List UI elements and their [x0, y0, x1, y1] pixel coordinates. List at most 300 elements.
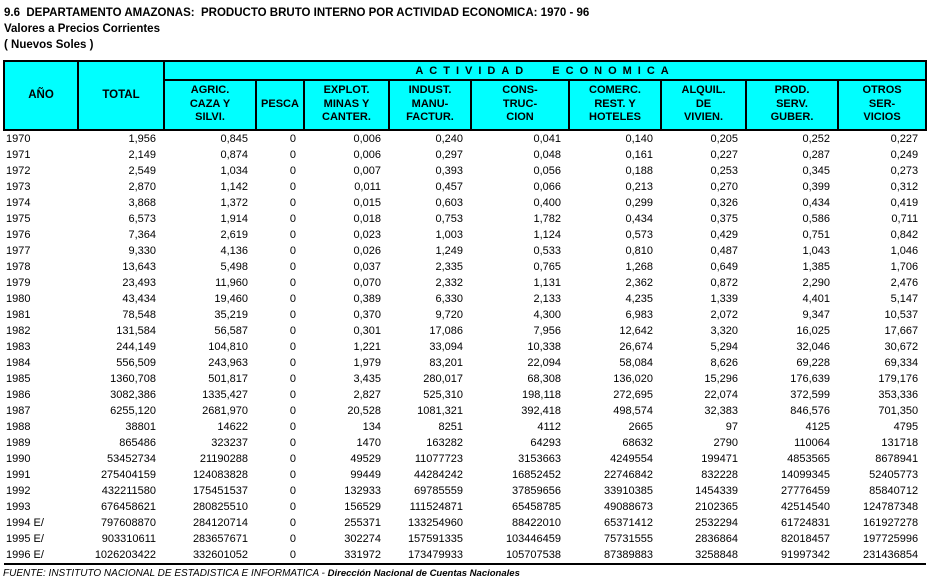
value-cell: 7,956: [533, 324, 561, 337]
value-cell: 2,335: [435, 260, 463, 273]
value-cell: 0: [289, 532, 296, 545]
value-cell: 0,161: [625, 148, 653, 161]
value-cell: 283657671: [192, 532, 248, 545]
column-header-comercio: [569, 80, 661, 130]
value-cell: 284120714: [192, 516, 248, 529]
column-header-minas: [304, 80, 389, 130]
value-cell: 124083828: [192, 468, 248, 481]
value-cell: 2,870: [128, 180, 156, 193]
value-cell: 556,509: [116, 356, 156, 369]
value-cell: 4853565: [787, 452, 830, 465]
table-row: [4, 130, 926, 147]
value-cell: 701,350: [878, 404, 919, 417]
value-cell: 0,287: [802, 148, 830, 161]
value-cell: 2790: [713, 436, 738, 449]
gdp-by-activity-table: [3, 60, 927, 565]
value-cell: 231436854: [838, 547, 926, 564]
value-cell: 0,037: [353, 260, 381, 273]
value-cell: 11077723: [414, 452, 463, 465]
value-cell: 4125: [805, 420, 830, 433]
year-cell: 1993: [6, 500, 31, 513]
value-cell: 132933: [344, 484, 381, 497]
value-cell: 8,626: [710, 356, 738, 369]
value-cell: 32,383: [704, 404, 738, 417]
source-note-direccion: Dirección Nacional de Cuentas Nacionales: [327, 567, 520, 579]
column-header-year: AÑO: [4, 61, 78, 130]
table-row: [4, 211, 926, 227]
column-header-line: CAZA Y: [189, 97, 231, 110]
table-row: [4, 147, 926, 163]
column-header-line: VICIOS: [863, 111, 901, 123]
value-cell: 198,118: [522, 388, 561, 401]
value-cell: 68632: [622, 436, 653, 449]
value-cell: 0: [289, 468, 296, 481]
value-cell: 0: [289, 420, 296, 433]
table-row: [4, 339, 926, 355]
value-cell: 0,205: [710, 132, 738, 145]
column-header-line: MANU-: [411, 97, 449, 110]
table-row: [4, 547, 926, 564]
column-header-otros-servicios: [838, 80, 926, 130]
year-cell: 1980: [6, 292, 31, 305]
page-subtitle-units: ( Nuevos Soles ): [4, 39, 94, 51]
value-cell: 0,312: [890, 180, 919, 193]
value-cell: 83,201: [429, 356, 463, 369]
value-cell: 97: [725, 420, 738, 433]
year-cell: 1989: [6, 436, 31, 449]
value-cell: 0: [289, 452, 296, 465]
table-row: [4, 403, 926, 419]
value-cell: 432211580: [101, 484, 156, 497]
value-cell: 104,810: [208, 340, 248, 353]
value-cell: 0,273: [890, 164, 919, 177]
value-cell: 0: [289, 388, 296, 401]
table-row: [4, 387, 926, 403]
value-cell: 2,827: [353, 388, 381, 401]
value-cell: 19,460: [214, 292, 248, 305]
column-header-manufactura: [389, 80, 471, 130]
value-cell: 0,457: [435, 180, 463, 193]
year-cell: 1985: [6, 372, 31, 385]
table-row: [4, 227, 926, 243]
column-header-line: REST. Y: [594, 97, 636, 110]
column-header-line: SER-: [868, 97, 896, 110]
value-cell: 49529: [350, 452, 381, 465]
column-header-line: AGRIC.: [190, 84, 230, 96]
value-cell: 0: [289, 228, 296, 241]
value-cell: 1335,427: [202, 388, 248, 401]
value-cell: 0: [289, 436, 296, 449]
value-cell: 2102365: [695, 500, 738, 513]
value-cell: 65458785: [512, 500, 561, 513]
column-header-line: HOTELES: [589, 111, 641, 123]
value-cell: 6,983: [625, 308, 653, 321]
year-cell: 1974: [6, 196, 31, 209]
value-cell: 4,401: [802, 292, 830, 305]
value-cell: 0,751: [802, 228, 830, 241]
value-cell: 0,872: [710, 276, 738, 289]
value-cell: 0: [289, 500, 296, 513]
value-cell: 6,573: [128, 212, 156, 225]
value-cell: 0: [289, 516, 296, 529]
year-cell: 1973: [6, 180, 31, 193]
value-cell: 525,310: [423, 388, 463, 401]
value-cell: 0,874: [220, 148, 248, 161]
value-cell: 69,334: [884, 356, 919, 369]
column-header-line: VIVIEN.: [683, 111, 724, 123]
year-cell: 1972: [6, 164, 31, 177]
value-cell: 1360,708: [110, 372, 156, 385]
value-cell: 0,006: [353, 132, 381, 145]
value-cell: 676458621: [100, 500, 156, 513]
value-cell: 56,587: [214, 324, 248, 337]
table-row: [4, 435, 926, 451]
value-cell: 1,131: [533, 276, 561, 289]
value-cell: 3,435: [353, 372, 381, 385]
value-cell: 0,419: [890, 196, 919, 209]
value-cell: 4112: [537, 420, 561, 433]
value-cell: 9,330: [128, 244, 156, 257]
value-cell: 2,549: [128, 164, 156, 177]
value-cell: 4,235: [625, 292, 653, 305]
value-cell: 2,332: [435, 276, 463, 289]
table-row: [4, 419, 926, 435]
column-header-line: PROD.: [774, 84, 810, 96]
value-cell: 2,619: [220, 228, 248, 241]
column-header-agricultura: [164, 80, 256, 130]
value-cell: 17,086: [429, 324, 463, 337]
table-row: [4, 451, 926, 467]
table-row: [4, 355, 926, 371]
value-cell: 0: [289, 180, 296, 193]
value-cell: 0: [289, 276, 296, 289]
value-cell: 157591335: [407, 532, 463, 545]
column-header-line: GUBER.: [770, 111, 814, 123]
value-cell: 33,094: [429, 340, 463, 353]
value-cell: 131,584: [116, 324, 156, 337]
column-header-line: FACTUR.: [406, 111, 454, 123]
value-cell: 5,498: [220, 260, 248, 273]
value-cell: 136,020: [613, 372, 653, 385]
value-cell: 323237: [211, 436, 248, 449]
value-cell: 82018457: [781, 532, 830, 545]
value-cell: 1,372: [220, 196, 248, 209]
year-cell: 1988: [6, 420, 31, 433]
value-cell: 0,253: [710, 164, 738, 177]
value-cell: 64293: [530, 436, 561, 449]
value-cell: 2,290: [802, 276, 830, 289]
value-cell: 903310611: [101, 532, 156, 545]
value-cell: 173479933: [389, 547, 471, 564]
table-row: [4, 483, 926, 499]
value-cell: 0,711: [891, 212, 919, 225]
value-cell: 0,345: [802, 164, 830, 177]
year-cell: 1992: [6, 484, 31, 497]
table-row: [4, 259, 926, 275]
value-cell: 0: [289, 244, 296, 257]
value-cell: 3258848: [661, 547, 746, 564]
value-cell: 332601052: [164, 547, 256, 564]
value-cell: 103446459: [505, 532, 561, 545]
value-cell: 0,400: [533, 196, 561, 209]
value-cell: 199471: [701, 452, 738, 465]
value-cell: 7,364: [128, 228, 156, 241]
value-cell: 846,576: [790, 404, 830, 417]
value-cell: 1081,321: [417, 404, 463, 417]
value-cell: 1026203422: [78, 547, 164, 564]
value-cell: 0,299: [625, 196, 653, 209]
value-cell: 68,308: [527, 372, 561, 385]
value-cell: 12,642: [619, 324, 653, 337]
value-cell: 1,385: [802, 260, 830, 273]
value-cell: 0,066: [533, 180, 561, 193]
value-cell: 110064: [794, 436, 830, 449]
value-cell: 1,221: [353, 340, 381, 353]
value-cell: 255371: [344, 516, 381, 529]
value-cell: 0,765: [533, 260, 561, 273]
value-cell: 163282: [426, 436, 463, 449]
year-cell: 1987: [6, 404, 31, 417]
value-cell: 3,320: [710, 324, 738, 337]
value-cell: 353,336: [878, 388, 919, 401]
value-cell: 280,017: [423, 372, 463, 385]
value-cell: 176,639: [790, 372, 830, 385]
value-cell: 498,574: [613, 404, 653, 417]
page-subtitle-values: Valores a Precios Corrientes: [4, 23, 160, 35]
value-cell: 14099345: [781, 468, 830, 481]
column-header-alquiler: [661, 80, 746, 130]
value-cell: 134: [362, 420, 381, 433]
value-cell: 0: [289, 132, 296, 145]
activity-economica-band: ACTIVIDAD ECONOMICA: [164, 61, 926, 80]
value-cell: 0: [289, 212, 296, 225]
title-block: [0, 0, 933, 53]
value-cell: 0,240: [435, 132, 463, 145]
value-cell: 61724831: [781, 516, 830, 529]
value-cell: 13,643: [122, 260, 156, 273]
table-body: [4, 130, 926, 564]
column-header-line: DE: [695, 97, 712, 110]
value-cell: 0,649: [710, 260, 738, 273]
table-row: [4, 275, 926, 291]
table-row: [4, 499, 926, 515]
source-note: [3, 567, 933, 580]
value-cell: 1,249: [435, 244, 463, 257]
value-cell: 0,753: [435, 212, 463, 225]
table-row: [4, 163, 926, 179]
year-cell: 1970: [6, 132, 31, 145]
value-cell: 105707538: [471, 547, 569, 564]
value-cell: 69785559: [414, 484, 463, 497]
value-cell: 43,434: [122, 292, 156, 305]
value-cell: 1,124: [533, 228, 561, 241]
value-cell: 85840712: [869, 484, 919, 497]
value-cell: 37859656: [512, 484, 561, 497]
value-cell: 0,301: [353, 324, 381, 337]
table-row: [4, 307, 926, 323]
value-cell: 2,476: [890, 276, 919, 289]
column-header-line: CION: [506, 111, 534, 123]
value-cell: 0,048: [533, 148, 561, 161]
table-row: [4, 195, 926, 211]
value-cell: 1,142: [220, 180, 248, 193]
year-cell: 1976: [6, 228, 31, 241]
value-cell: 161927278: [863, 516, 919, 529]
value-cell: 53452734: [107, 452, 156, 465]
value-cell: 0: [289, 260, 296, 273]
value-cell: 4249554: [610, 452, 653, 465]
value-cell: 1,914: [220, 212, 248, 225]
value-cell: 0,389: [353, 292, 381, 305]
value-cell: 280825510: [192, 500, 248, 513]
value-cell: 0: [289, 484, 296, 497]
column-header-line: INDUST.: [408, 84, 452, 96]
value-cell: 0,011: [354, 180, 381, 193]
value-cell: 0,434: [625, 212, 653, 225]
column-header-line: OTROS: [862, 84, 902, 96]
value-cell: 87389883: [569, 547, 661, 564]
value-cell: 124787348: [863, 500, 919, 513]
value-cell: 501,817: [208, 372, 248, 385]
value-cell: 52405773: [869, 468, 919, 481]
value-cell: 0,810: [625, 244, 653, 257]
value-cell: 0,140: [625, 132, 653, 145]
value-cell: 0,023: [353, 228, 381, 241]
value-cell: 14622: [217, 420, 248, 433]
value-cell: 1,706: [890, 260, 919, 273]
year-cell: 1975: [6, 212, 31, 225]
year-cell: 1996 E/: [4, 547, 78, 564]
value-cell: 0,603: [435, 196, 463, 209]
value-cell: 0,188: [625, 164, 653, 177]
value-cell: 0,842: [890, 228, 919, 241]
value-cell: 1,979: [353, 356, 381, 369]
value-cell: 0: [289, 148, 296, 161]
value-cell: 1470: [356, 436, 381, 449]
year-cell: 1983: [6, 340, 31, 353]
value-cell: 392,418: [521, 404, 561, 417]
column-header-construccion: [471, 80, 569, 130]
value-cell: 22,094: [527, 356, 561, 369]
value-cell: 30,672: [884, 340, 919, 353]
value-cell: 2,149: [128, 148, 156, 161]
year-cell: 1990: [6, 452, 31, 465]
value-cell: 0,018: [353, 212, 381, 225]
value-cell: 58,084: [619, 356, 653, 369]
value-cell: 0,370: [353, 308, 381, 321]
value-cell: 1,046: [890, 244, 919, 257]
value-cell: 4,136: [220, 244, 248, 257]
table-row: [4, 179, 926, 195]
value-cell: 197725996: [863, 532, 919, 545]
value-cell: 131718: [881, 436, 919, 449]
value-cell: 2681,970: [202, 404, 248, 417]
value-cell: 42514540: [781, 500, 830, 513]
table-row: [4, 371, 926, 387]
year-cell: 1991: [6, 468, 31, 481]
value-cell: 3082,386: [110, 388, 156, 401]
value-cell: 4795: [893, 420, 919, 433]
column-header-line: SILVI.: [195, 111, 225, 123]
value-cell: 0,586: [802, 212, 830, 225]
value-cell: 38801: [125, 420, 156, 433]
value-cell: 88422010: [512, 516, 561, 529]
value-cell: 6255,120: [110, 404, 156, 417]
year-cell: 1979: [6, 276, 31, 289]
value-cell: 175451537: [192, 484, 248, 497]
value-cell: 44284242: [414, 468, 463, 481]
column-header-line: PESCA: [261, 97, 299, 110]
value-cell: 5,294: [710, 340, 738, 353]
value-cell: 2532294: [695, 516, 738, 529]
value-cell: 91997342: [746, 547, 838, 564]
value-cell: 0,375: [710, 212, 738, 225]
value-cell: 65371412: [604, 516, 653, 529]
value-cell: 372,599: [790, 388, 830, 401]
value-cell: 49088673: [604, 500, 653, 513]
value-cell: 0,213: [625, 180, 653, 193]
year-cell: 1978: [6, 260, 31, 273]
page-title: 9.6 DEPARTAMENTO AMAZONAS: PRODUCTO BRUTO INTERNO POR ACTIVIDAD ECONOMICA: 1970 - 96: [4, 7, 590, 19]
value-cell: 21190288: [199, 452, 248, 465]
table-header: [4, 61, 926, 130]
column-header-line: CONS-: [502, 84, 538, 96]
value-cell: 27776459: [781, 484, 830, 497]
value-cell: 99449: [350, 468, 381, 481]
value-cell: 5,147: [890, 292, 919, 305]
value-cell: 1,043: [802, 244, 830, 257]
value-cell: 35,219: [214, 308, 248, 321]
value-cell: 4,300: [533, 308, 561, 321]
value-cell: 26,674: [619, 340, 653, 353]
value-cell: 32,046: [796, 340, 830, 353]
column-header-servicios-gubernamentales: [746, 80, 838, 130]
value-cell: 0: [289, 324, 296, 337]
value-cell: 22746842: [604, 468, 653, 481]
value-cell: 0,845: [220, 132, 248, 145]
value-cell: 0,056: [533, 164, 561, 177]
source-note-main: FUENTE: INSTITUTO NACIONAL DE ESTADISTICA E INFORMATICA -: [3, 567, 328, 579]
value-cell: 244,149: [116, 340, 156, 353]
value-cell: 0: [289, 292, 296, 305]
year-cell: 1986: [6, 388, 31, 401]
value-cell: 0: [289, 196, 296, 209]
year-cell: 1971: [6, 148, 31, 161]
value-cell: 832228: [701, 468, 738, 481]
year-cell: 1994 E/: [6, 516, 44, 529]
value-cell: 331972: [304, 547, 389, 564]
value-cell: 0,070: [353, 276, 381, 289]
value-cell: 2665: [628, 420, 653, 433]
value-cell: 1,956: [128, 132, 156, 145]
year-cell: 1984: [6, 356, 31, 369]
value-cell: 1,268: [625, 260, 653, 273]
value-cell: 179,176: [878, 372, 919, 385]
header-band-row: [4, 61, 926, 80]
value-cell: 0,434: [802, 196, 830, 209]
value-cell: 1,782: [533, 212, 561, 225]
year-cell: 1982: [6, 324, 31, 337]
column-header-line: ALQUIL.: [681, 84, 726, 96]
value-cell: 3,868: [128, 196, 156, 209]
value-cell: 0,227: [890, 132, 919, 145]
value-cell: 1,003: [435, 228, 463, 241]
value-cell: 17,667: [884, 324, 919, 337]
value-cell: 78,548: [122, 308, 156, 321]
value-cell: 0,249: [890, 148, 919, 161]
value-cell: 243,963: [208, 356, 248, 369]
column-header-line: MINAS Y: [323, 97, 370, 110]
